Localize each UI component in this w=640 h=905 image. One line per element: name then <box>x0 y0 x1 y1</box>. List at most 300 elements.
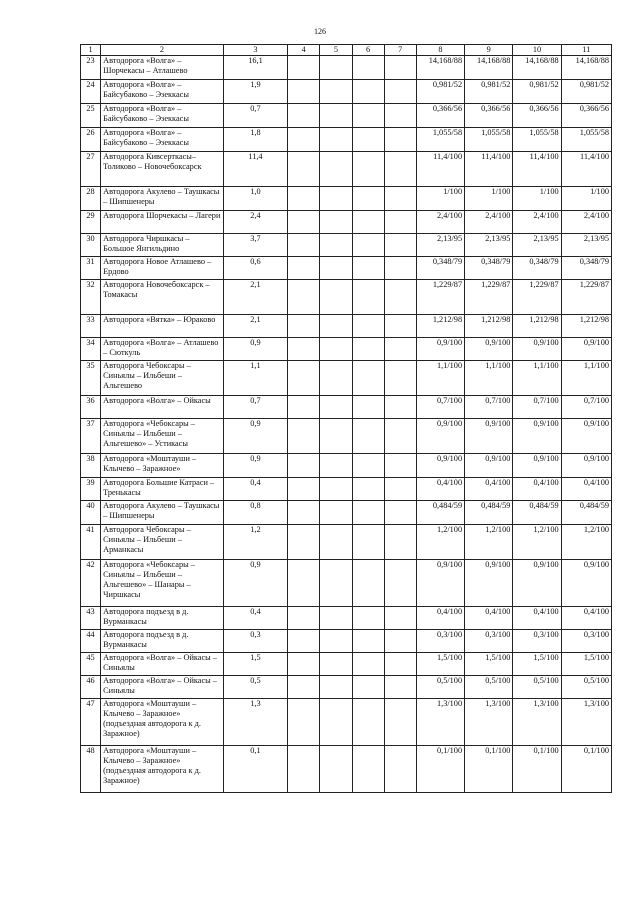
cell-empty <box>352 653 384 676</box>
cell-empty <box>288 478 320 501</box>
cell-empty <box>320 396 352 419</box>
cell-v11: 14,168/88 <box>561 56 611 80</box>
cell-empty <box>384 454 416 478</box>
cell-v9: 0,3/100 <box>465 630 513 653</box>
cell-empty <box>288 607 320 630</box>
cell-name: Автодорога «Волга» – Байсубаково – Эзеккасы <box>101 128 224 152</box>
cell-empty <box>384 257 416 280</box>
cell-empty <box>384 187 416 211</box>
cell-v10: 11,4/100 <box>513 152 561 187</box>
cell-v11: 0,348/79 <box>561 257 611 280</box>
cell-v8: 2,4/100 <box>416 211 464 234</box>
cell-empty <box>288 699 320 746</box>
cell-name: Автодорога Чебоксары – Синьялы – Ильбеши – Арманкасы <box>101 525 224 560</box>
cell-v10: 0,981/52 <box>513 80 561 104</box>
cell-empty <box>288 211 320 234</box>
cell-len: 1,5 <box>223 653 287 676</box>
cell-empty <box>352 746 384 793</box>
cell-empty <box>352 80 384 104</box>
table-row <box>81 152 612 187</box>
cell-len: 0,9 <box>223 419 287 454</box>
cell-empty <box>384 361 416 396</box>
cell-v9: 1,3/100 <box>465 699 513 746</box>
cell-empty <box>320 454 352 478</box>
cell-empty <box>288 361 320 396</box>
table-row <box>81 396 612 419</box>
cell-v8: 14,168/88 <box>416 56 464 80</box>
cell-n: 46 <box>81 676 101 699</box>
cell-len: 1,0 <box>223 187 287 211</box>
cell-empty <box>352 187 384 211</box>
cell-name: Автодорога «Моштауши – Клычево – Заражное» (подъездная автодорога к д. Заражное) <box>101 746 224 793</box>
table-row <box>81 234 612 257</box>
cell-v11: 0,7/100 <box>561 396 611 419</box>
cell-empty <box>320 128 352 152</box>
cell-empty <box>384 104 416 128</box>
cell-empty <box>320 187 352 211</box>
cell-v8: 0,9/100 <box>416 560 464 607</box>
cell-empty <box>352 234 384 257</box>
cell-v11: 1,3/100 <box>561 699 611 746</box>
cell-empty <box>288 315 320 338</box>
cell-v11: 0,9/100 <box>561 419 611 454</box>
cell-v8: 2,13/95 <box>416 234 464 257</box>
cell-len: 0,9 <box>223 560 287 607</box>
table-row <box>81 361 612 396</box>
cell-empty <box>352 338 384 361</box>
cell-v9: 1/100 <box>465 187 513 211</box>
cell-v8: 1,5/100 <box>416 653 464 676</box>
cell-name: Автодорога «Волга» – Байсубаково – Эзеккасы <box>101 104 224 128</box>
cell-v8: 1,229/87 <box>416 280 464 315</box>
cell-v8: 0,4/100 <box>416 478 464 501</box>
cell-v9: 1,1/100 <box>465 361 513 396</box>
cell-empty <box>288 525 320 560</box>
cell-n: 31 <box>81 257 101 280</box>
cell-n: 30 <box>81 234 101 257</box>
cell-empty <box>288 104 320 128</box>
cell-empty <box>320 653 352 676</box>
cell-v10: 0,366/56 <box>513 104 561 128</box>
cell-n: 38 <box>81 454 101 478</box>
cell-name: Автодорога «Волга» – Ойкасы – Синьялы <box>101 653 224 676</box>
cell-v8: 0,5/100 <box>416 676 464 699</box>
table-row <box>81 699 612 746</box>
cell-v9: 0,9/100 <box>465 419 513 454</box>
cell-len: 1,2 <box>223 525 287 560</box>
cell-v9: 1,5/100 <box>465 653 513 676</box>
column-header: 8 <box>416 45 464 56</box>
cell-empty <box>288 187 320 211</box>
table-row <box>81 419 612 454</box>
cell-n: 42 <box>81 560 101 607</box>
cell-len: 0,9 <box>223 338 287 361</box>
cell-empty <box>320 361 352 396</box>
cell-empty <box>320 234 352 257</box>
cell-empty <box>320 419 352 454</box>
table-row <box>81 187 612 211</box>
cell-len: 3,7 <box>223 234 287 257</box>
table-row <box>81 501 612 525</box>
table-row <box>81 80 612 104</box>
cell-empty <box>384 607 416 630</box>
cell-empty <box>384 338 416 361</box>
cell-v8: 1,212/98 <box>416 315 464 338</box>
cell-v11: 1,1/100 <box>561 361 611 396</box>
cell-empty <box>352 501 384 525</box>
column-header: 7 <box>384 45 416 56</box>
cell-v10: 0,348/79 <box>513 257 561 280</box>
cell-v8: 1/100 <box>416 187 464 211</box>
cell-name: Автодорога «Волга» – Шорчекасы – Атлашево <box>101 56 224 80</box>
cell-len: 1,3 <box>223 699 287 746</box>
cell-len: 0,1 <box>223 746 287 793</box>
cell-len: 0,6 <box>223 257 287 280</box>
cell-empty <box>384 560 416 607</box>
cell-n: 27 <box>81 152 101 187</box>
cell-v10: 0,7/100 <box>513 396 561 419</box>
cell-n: 45 <box>81 653 101 676</box>
cell-empty <box>352 315 384 338</box>
cell-v9: 2,4/100 <box>465 211 513 234</box>
cell-empty <box>288 280 320 315</box>
cell-empty <box>320 152 352 187</box>
cell-v8: 0,1/100 <box>416 746 464 793</box>
cell-empty <box>384 80 416 104</box>
cell-v11: 11,4/100 <box>561 152 611 187</box>
cell-v8: 1,055/58 <box>416 128 464 152</box>
cell-v11: 0,5/100 <box>561 676 611 699</box>
table-row <box>81 338 612 361</box>
cell-empty <box>320 478 352 501</box>
cell-v8: 0,9/100 <box>416 454 464 478</box>
cell-len: 0,4 <box>223 607 287 630</box>
cell-len: 0,4 <box>223 478 287 501</box>
cell-empty <box>384 676 416 699</box>
cell-v8: 1,2/100 <box>416 525 464 560</box>
cell-empty <box>320 560 352 607</box>
cell-v9: 2,13/95 <box>465 234 513 257</box>
cell-n: 39 <box>81 478 101 501</box>
cell-name: Автодорога Шорчекасы – Лагери <box>101 211 224 234</box>
cell-v8: 0,366/56 <box>416 104 464 128</box>
cell-len: 0,7 <box>223 396 287 419</box>
cell-empty <box>384 630 416 653</box>
cell-name: Автодорога «Волга» – Атлашево – Сюткуль <box>101 338 224 361</box>
cell-v11: 1/100 <box>561 187 611 211</box>
table-row <box>81 478 612 501</box>
table-row <box>81 607 612 630</box>
cell-len: 0,7 <box>223 104 287 128</box>
cell-v8: 0,9/100 <box>416 419 464 454</box>
cell-empty <box>352 525 384 560</box>
cell-v10: 1/100 <box>513 187 561 211</box>
cell-v11: 1,5/100 <box>561 653 611 676</box>
cell-v10: 14,168/88 <box>513 56 561 80</box>
cell-v10: 1,212/98 <box>513 315 561 338</box>
cell-len: 2,1 <box>223 280 287 315</box>
column-header: 6 <box>352 45 384 56</box>
cell-name: Автодорога Акулево – Таушкасы – Шипшенеры <box>101 501 224 525</box>
table-row <box>81 211 612 234</box>
cell-empty <box>352 361 384 396</box>
cell-v10: 0,9/100 <box>513 454 561 478</box>
cell-empty <box>288 501 320 525</box>
cell-empty <box>384 653 416 676</box>
cell-empty <box>352 630 384 653</box>
table-row <box>81 280 612 315</box>
cell-v10: 1,5/100 <box>513 653 561 676</box>
cell-v11: 1,2/100 <box>561 525 611 560</box>
cell-empty <box>352 128 384 152</box>
cell-empty <box>352 607 384 630</box>
column-header: 5 <box>320 45 352 56</box>
cell-v11: 1,055/58 <box>561 128 611 152</box>
cell-empty <box>352 280 384 315</box>
cell-v11: 1,212/98 <box>561 315 611 338</box>
cell-empty <box>288 128 320 152</box>
cell-v11: 0,9/100 <box>561 560 611 607</box>
cell-empty <box>352 211 384 234</box>
cell-n: 35 <box>81 361 101 396</box>
cell-empty <box>352 56 384 80</box>
cell-empty <box>352 152 384 187</box>
cell-empty <box>384 525 416 560</box>
cell-empty <box>384 211 416 234</box>
cell-empty <box>288 746 320 793</box>
cell-empty <box>352 676 384 699</box>
cell-v8: 11,4/100 <box>416 152 464 187</box>
table-row <box>81 257 612 280</box>
column-header: 1 <box>81 45 101 56</box>
cell-v10: 0,5/100 <box>513 676 561 699</box>
cell-empty <box>352 104 384 128</box>
cell-name: Автодорога «Моштауши – Клычево – Заражное» <box>101 454 224 478</box>
cell-v8: 0,9/100 <box>416 338 464 361</box>
cell-v9: 1,055/58 <box>465 128 513 152</box>
cell-empty <box>320 501 352 525</box>
cell-len: 2,1 <box>223 315 287 338</box>
cell-empty <box>320 338 352 361</box>
cell-empty <box>320 315 352 338</box>
cell-v8: 0,484/59 <box>416 501 464 525</box>
cell-empty <box>352 454 384 478</box>
cell-empty <box>288 676 320 699</box>
cell-name: Автодорога «Волга» – Байсубаково – Эзеккасы <box>101 80 224 104</box>
cell-empty <box>288 630 320 653</box>
cell-name: Автодорога подъезд в д. Вурманкасы <box>101 630 224 653</box>
cell-empty <box>320 211 352 234</box>
cell-name: Автодорога Акулево – Таушкасы – Шипшенеры <box>101 187 224 211</box>
cell-empty <box>352 478 384 501</box>
table-row <box>81 560 612 607</box>
cell-n: 44 <box>81 630 101 653</box>
cell-v9: 0,981/52 <box>465 80 513 104</box>
cell-n: 23 <box>81 56 101 80</box>
cell-n: 43 <box>81 607 101 630</box>
column-header: 3 <box>223 45 287 56</box>
cell-v11: 0,4/100 <box>561 478 611 501</box>
cell-empty <box>320 699 352 746</box>
cell-n: 26 <box>81 128 101 152</box>
cell-empty <box>288 257 320 280</box>
cell-empty <box>352 257 384 280</box>
column-header: 4 <box>288 45 320 56</box>
cell-name: Автодорога Большие Катраси – Тренькасы <box>101 478 224 501</box>
cell-v8: 1,1/100 <box>416 361 464 396</box>
cell-name: Автодорога «Волга» – Ойкасы – Синьялы <box>101 676 224 699</box>
cell-v11: 0,366/56 <box>561 104 611 128</box>
header-row <box>81 45 612 56</box>
cell-empty <box>320 104 352 128</box>
table-row <box>81 676 612 699</box>
cell-empty <box>288 338 320 361</box>
cell-name: Автодорога «Волга» – Ойкасы <box>101 396 224 419</box>
cell-v10: 0,9/100 <box>513 338 561 361</box>
cell-n: 25 <box>81 104 101 128</box>
column-header: 11 <box>561 45 611 56</box>
cell-empty <box>320 630 352 653</box>
table-row <box>81 454 612 478</box>
cell-empty <box>384 478 416 501</box>
cell-empty <box>320 607 352 630</box>
column-header: 9 <box>465 45 513 56</box>
cell-n: 47 <box>81 699 101 746</box>
cell-empty <box>288 396 320 419</box>
cell-empty <box>352 419 384 454</box>
cell-v10: 1,2/100 <box>513 525 561 560</box>
cell-v8: 0,348/79 <box>416 257 464 280</box>
cell-empty <box>320 676 352 699</box>
cell-v10: 0,484/59 <box>513 501 561 525</box>
cell-v9: 0,7/100 <box>465 396 513 419</box>
cell-v8: 0,981/52 <box>416 80 464 104</box>
cell-name: Автодорога «Чебоксары – Синьялы – Ильбеши – Альгешево» – Шанары – Чиршкасы <box>101 560 224 607</box>
cell-empty <box>384 699 416 746</box>
cell-n: 33 <box>81 315 101 338</box>
cell-name: Автодорога Новое Атлашево – Ердово <box>101 257 224 280</box>
cell-v9: 11,4/100 <box>465 152 513 187</box>
page-number: 126 <box>314 27 326 36</box>
cell-len: 1,8 <box>223 128 287 152</box>
table-row <box>81 746 612 793</box>
cell-empty <box>288 653 320 676</box>
cell-len: 2,4 <box>223 211 287 234</box>
cell-empty <box>384 396 416 419</box>
cell-v8: 0,3/100 <box>416 630 464 653</box>
cell-n: 34 <box>81 338 101 361</box>
cell-n: 24 <box>81 80 101 104</box>
cell-empty <box>288 234 320 257</box>
cell-v9: 0,366/56 <box>465 104 513 128</box>
cell-v10: 0,3/100 <box>513 630 561 653</box>
cell-n: 41 <box>81 525 101 560</box>
cell-v9: 0,1/100 <box>465 746 513 793</box>
cell-empty <box>320 280 352 315</box>
cell-empty <box>352 560 384 607</box>
table-row <box>81 128 612 152</box>
cell-n: 32 <box>81 280 101 315</box>
cell-v9: 0,5/100 <box>465 676 513 699</box>
cell-v11: 0,9/100 <box>561 454 611 478</box>
cell-v9: 1,2/100 <box>465 525 513 560</box>
cell-len: 11,4 <box>223 152 287 187</box>
cell-v10: 1,229/87 <box>513 280 561 315</box>
cell-v11: 1,229/87 <box>561 280 611 315</box>
cell-empty <box>320 56 352 80</box>
cell-v9: 0,348/79 <box>465 257 513 280</box>
cell-v9: 0,9/100 <box>465 560 513 607</box>
table-row <box>81 525 612 560</box>
cell-name: Автодорога Чиршкасы – Большое Янгильдино <box>101 234 224 257</box>
column-header: 10 <box>513 45 561 56</box>
table-row <box>81 630 612 653</box>
cell-v9: 0,9/100 <box>465 454 513 478</box>
cell-v10: 1,1/100 <box>513 361 561 396</box>
cell-empty <box>384 128 416 152</box>
cell-v11: 0,9/100 <box>561 338 611 361</box>
cell-v11: 0,4/100 <box>561 607 611 630</box>
column-header: 2 <box>101 45 224 56</box>
cell-len: 1,9 <box>223 80 287 104</box>
cell-n: 40 <box>81 501 101 525</box>
cell-v9: 0,484/59 <box>465 501 513 525</box>
cell-v8: 0,7/100 <box>416 396 464 419</box>
cell-empty <box>288 454 320 478</box>
cell-empty <box>320 746 352 793</box>
cell-v8: 0,4/100 <box>416 607 464 630</box>
cell-empty <box>352 396 384 419</box>
cell-name: Автодорога Новочебоксарск – Томакасы <box>101 280 224 315</box>
cell-v11: 0,1/100 <box>561 746 611 793</box>
cell-len: 1,1 <box>223 361 287 396</box>
cell-v9: 1,229/87 <box>465 280 513 315</box>
cell-empty <box>320 80 352 104</box>
cell-empty <box>384 234 416 257</box>
cell-name: Автодорога «Вятка» – Юраково <box>101 315 224 338</box>
cell-empty <box>320 525 352 560</box>
cell-name: Автодорога «Чебоксары – Синьялы – Ильбеши – Альгешево» – Устикасы <box>101 419 224 454</box>
cell-len: 0,5 <box>223 676 287 699</box>
cell-empty <box>288 80 320 104</box>
cell-len: 0,9 <box>223 454 287 478</box>
table-row <box>81 653 612 676</box>
cell-v9: 0,4/100 <box>465 607 513 630</box>
cell-v10: 0,9/100 <box>513 419 561 454</box>
cell-len: 16,1 <box>223 56 287 80</box>
cell-empty <box>288 152 320 187</box>
cell-empty <box>384 56 416 80</box>
table-row <box>81 56 612 80</box>
cell-empty <box>384 152 416 187</box>
cell-v10: 0,4/100 <box>513 607 561 630</box>
cell-name: Автодорога Чебоксары – Синьялы – Ильбеши – Альгешево <box>101 361 224 396</box>
cell-empty <box>288 419 320 454</box>
cell-empty <box>288 56 320 80</box>
cell-empty <box>384 746 416 793</box>
cell-v9: 0,4/100 <box>465 478 513 501</box>
cell-v11: 0,484/59 <box>561 501 611 525</box>
cell-v10: 2,13/95 <box>513 234 561 257</box>
cell-v9: 0,9/100 <box>465 338 513 361</box>
cell-v10: 0,1/100 <box>513 746 561 793</box>
cell-n: 37 <box>81 419 101 454</box>
cell-len: 0,8 <box>223 501 287 525</box>
cell-v11: 2,4/100 <box>561 211 611 234</box>
cell-empty <box>384 280 416 315</box>
cell-v10: 1,055/58 <box>513 128 561 152</box>
cell-empty <box>384 419 416 454</box>
